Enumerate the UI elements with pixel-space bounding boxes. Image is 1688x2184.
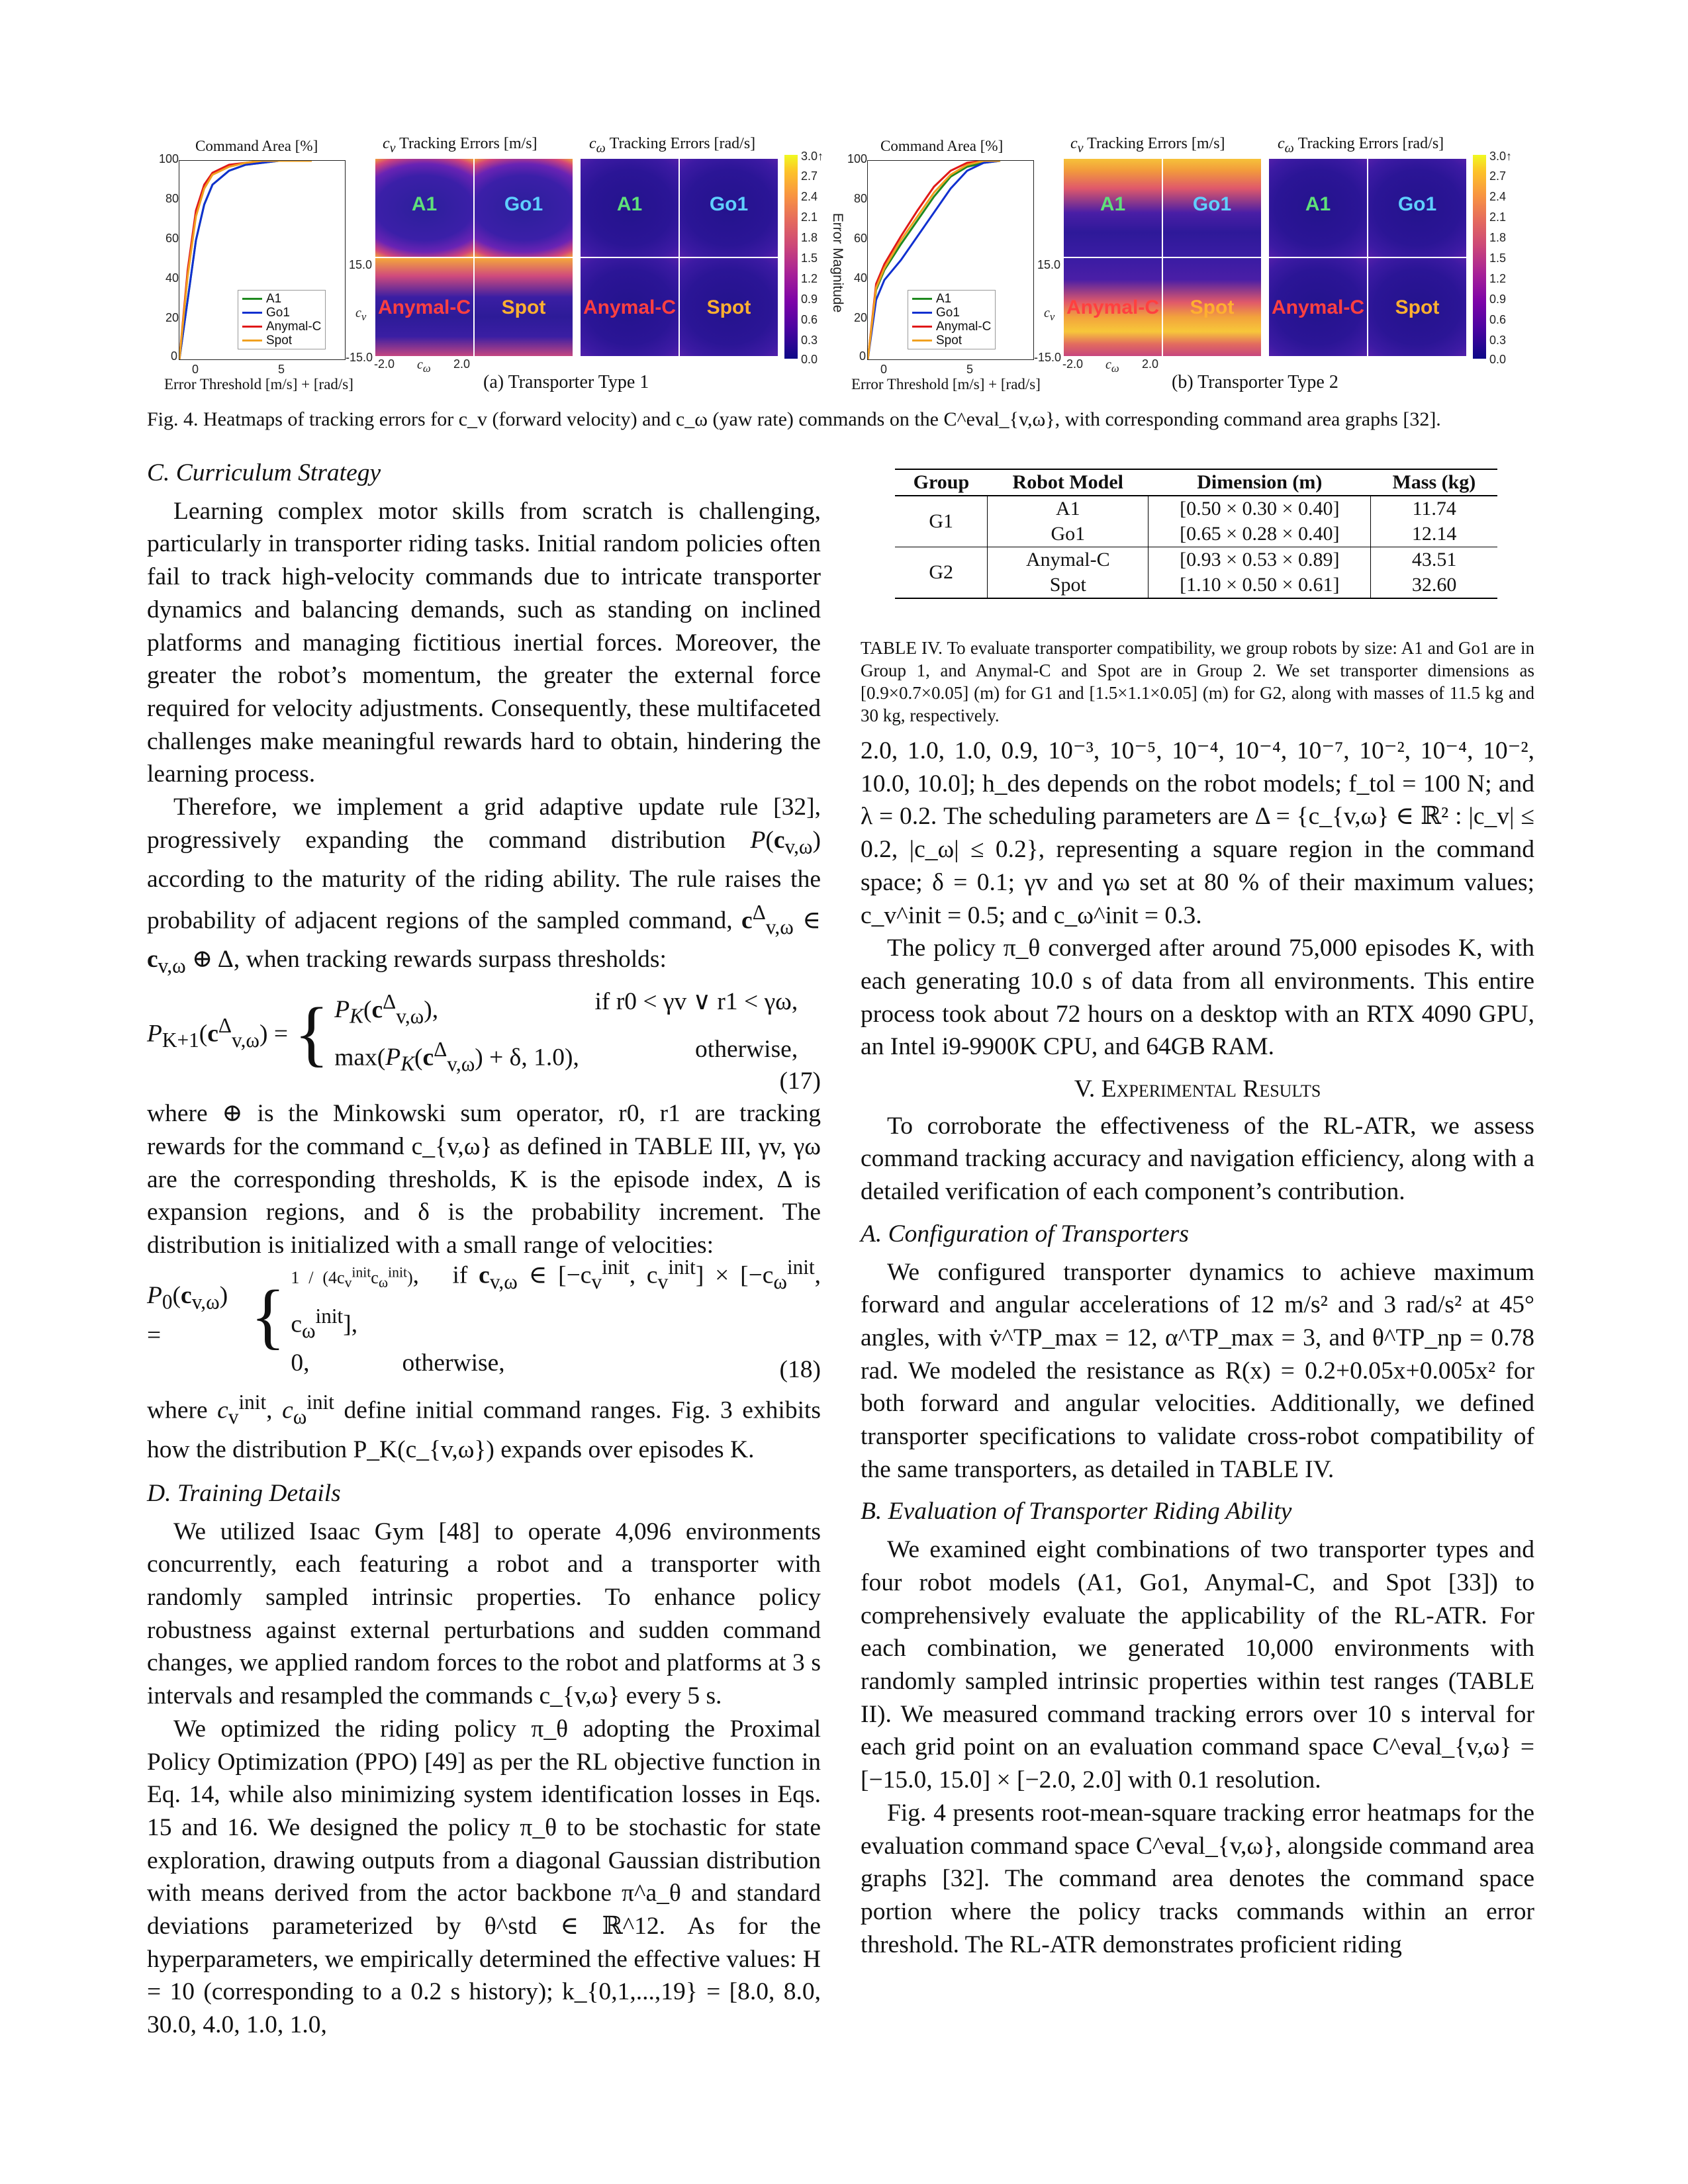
legend-b-spot: Spot [936, 334, 962, 347]
heatmap-cv-a1: A1 [374, 158, 475, 258]
paragraph: The policy π_θ converged after around 75,000 episodes K, with each generating 10.0 s of data from all environments. This entire process took about 72 hours on a desktop with an RTX 4090 GPU, an Intel i9-9900K CPU, and 64GB RAM. [861, 934, 1534, 1061]
figure-4a: Command Area [%] A1 Go1 Anymal-C Spot 100 80 60 40 20 0 0 5 Error Threshold [m/s] + [rad/s] $c_v$ Tracking Errors [m/s] $c_\omega$ Tracking Errors [rad/s] A1 Go1 Anymal-C Spot A1 Go1 Anymal-C Spot 15.0 $c_v$ -15.0 -2.0 $c_\omega$ 2.0 (a) Transporter Type 1 3.0↑ 2.7 2.4 2.1 1.8 1.5 1.2 0.9 0.6 0.3 0.0 Error Magnitude [159, 135, 845, 392]
table-row: Spot [1.10 × 0.50 × 0.61] 32.60 [895, 572, 1497, 598]
equation-17: $P_{K+1}(c^\Delta_{v,\omega})$ = { $P_K(c^\Delta_{v,\omega})$, if r0 < γv ∨ r1 < γω, $\max(P_K(c^\Delta_{v,\omega}) + \delta$, 1.0), otherwise, [147, 987, 798, 1075]
hm-b-y-tick-top: 15.0 [1037, 258, 1061, 271]
table-header: Robot Model [988, 469, 1149, 496]
legend-spot: Spot [266, 334, 293, 347]
x-tick-5: 5 [278, 363, 285, 376]
figure-4 [0, 126, 1688, 443]
legend-anymal: Anymal-C [266, 320, 322, 334]
paragraph: To corroborate the effectiveness of the RL-ATR, we assess command tracking accuracy and navigation efficiency, along with a detailed verification of each component’s contribution. [861, 1112, 1534, 1206]
hm-b-y-label: $c_v$ [1044, 306, 1055, 323]
equation-18-number: (18) [779, 1355, 821, 1383]
figure-caption: Fig. 4. Heatmaps of tracking errors for c_v (forward velocity) and c_ω (yaw rate) commands on the C^eval_{v,ω}, with corresponding command area graphs [32]. [147, 408, 1441, 430]
command-area-plot [179, 160, 346, 360]
heatmap-cw-go1: Go1 [679, 158, 779, 258]
equation-17-number: (17) [779, 1067, 821, 1095]
legend-b-a1: A1 [936, 292, 952, 306]
heatmap-cw-spot: Spot [679, 257, 779, 357]
paragraph: Learning complex motor skills from scratch is challenging, particularly in transporter riding tasks. Initial random policies often fail to track high-velocity commands due to intricate transporter dynamics and balancing demands, such as standing on inclined platforms and managing fictitious inertial forces. Moreover, the greater the robot’s momentum, the greater the external force required for velocity adjustments. Consequently, these multifaceted challenges make meaningful rewards hard to obtain, hindering the learning process. [147, 497, 821, 788]
hm-b-x-tick-right: 2.0 [1142, 357, 1159, 371]
x-axis-label: Error Threshold [m/s] + [rad/s] [164, 376, 353, 392]
paragraph: We optimized the riding policy π_θ adopting the Proximal Policy Optimization (PPO) [49] as per the RL objective function in Eq. 14, while also minimizing system identification losses in Eqs. 15 and 16. We designed the policy π_θ to be stochastic for state exploration, drawing outputs from a diagonal Gaussian distribution with means derived from the actor backbone π^a_θ and standard deviations parameterized by θ^std ∈ ℝ^12. As for the hyperparameters, we empirically determined the effective values: H = 10 (corresponding to a 0.2 s history); k_{0,1,...,19} = [8.0, 8.0, 30.0, 4.0, 1.0, 1.0, [147, 1715, 821, 2039]
hm-x-tick-right: 2.0 [453, 357, 471, 371]
left-column [147, 457, 821, 2042]
legend-b-anymal: Anymal-C [936, 320, 992, 334]
section-b-heading: B. Evaluation of Transporter Riding Ability [861, 1498, 1292, 1525]
command-area-title-b: Command Area [%] [880, 138, 1004, 154]
heatmap-b-cv-go1: Go1 [1162, 158, 1262, 258]
heatmap-b-cw-spot: Spot [1367, 257, 1468, 357]
x-axis-label-b: Error Threshold [m/s] + [rad/s] [851, 376, 1041, 392]
section-v-heading: V. Experimental Results [1074, 1075, 1321, 1103]
table-header: Group [895, 469, 988, 496]
cv-errors-title: $c_v$ Tracking Errors [m/s] [383, 135, 538, 156]
section-d-heading: D. Training Details [147, 1479, 341, 1507]
table-row: G2 Anymal-C [0.93 × 0.53 × 0.89] 43.51 [895, 547, 1497, 573]
cw-errors-title-b: $c_\omega$ Tracking Errors [rad/s] [1278, 135, 1444, 156]
legend-a1: A1 [266, 292, 282, 306]
section-a-heading: A. Configuration of Transporters [861, 1220, 1189, 1248]
subcaption-b: (b) Transporter Type 2 [1172, 372, 1338, 392]
paragraph: 2.0, 1.0, 1.0, 0.9, 10⁻³, 10⁻⁵, 10⁻⁴, 10⁻⁴, 10⁻⁷, 10⁻², 10⁻⁴, 10⁻², 10.0, 10.0]; h_des depends on the robot models; f_tol = 100 N; and λ = 0.2. The scheduling parameters are Δ = {c_{v,ω} ∈ ℝ² : |c_v| ≤ 0.2, |c_ω| ≤ 0.2}, representing a square region in the command space; δ = 0.1; γv and γω set at 80 % of their maximum values; c_v^init = 0.5; and c_ω^init = 0.3. [861, 737, 1534, 929]
command-area-plot-b [867, 160, 1034, 360]
legend-b [908, 290, 996, 349]
legend-go1: Go1 [266, 306, 290, 320]
hm-y-tick-top: 15.0 [349, 258, 373, 271]
heatmap-b-cv-a1: A1 [1062, 158, 1163, 258]
hm-x-tick-left: -2.0 [374, 357, 395, 371]
paragraph: Therefore, we implement a grid adaptive update rule [32], progressively expanding the command distribution $P(c_{v,\omega})$ according to the maturity of the riding ability. The rule raises the probability of adjacent regions of the sampled command, $c^\Delta_{v,\omega}$ ∈ $c_{v,\omega}$ ⊕ Δ, when tracking rewards surpass thresholds: [147, 794, 821, 978]
paragraph: where $c_v^{init}$, $c_\omega^{init}$ define initial command ranges. Fig. 3 exhibits how the distribution P_K(c_{v,ω}) expands over episodes K. [147, 1390, 821, 1464]
heatmap-cv-go1: Go1 [473, 158, 574, 258]
paragraph: where ⊕ is the Minkowski sum operator, r0, r1 are tracking rewards for the command c_{v,ω} as defined in TABLE III, γv, γω are the corresponding thresholds, K is the episode index, Δ is expansion regions, and δ is the probability increment. The distribution is initialized with a small range of velocities: [147, 1100, 821, 1259]
heatmap-cv-spot: Spot [473, 257, 574, 357]
table-row: Go1 [0.65 × 0.28 × 0.40] 12.14 [895, 522, 1497, 547]
equation-18: $P_0(c_{v,\omega})$ = { $1 / (4c_v^{init}c_\omega^{init})$, if $c_{v,\omega}$ ∈ [$-c_v^{init}$, $c_v^{init}] \times [-c_\omega^{init}$, $c_\omega^{init}$], 0, otherwise, [147, 1255, 821, 1377]
colorbar-label: Error Magnitude [830, 212, 845, 313]
paragraph: We configured transporter dynamics to achieve maximum forward and angular accelerations of 12 m/s² and 3 rad/s² at 45° angles, with v̇^TP_max = 12, α^TP_max = 3, and θ^TP_np = 0.78 rad. We modeled the resistance as R(x) = 0.2+0.05x+0.005x² for both forward and angular velocities. Additionally, we defined transporter specifications to validate cross-robot compatibility of the same transporters, as detailed in TABLE IV. [861, 1258, 1534, 1483]
table-iv [895, 469, 1497, 599]
heatmap-b-cw-a1: A1 [1268, 158, 1368, 258]
hm-b-x-label: $c_\omega$ [1105, 357, 1119, 375]
legend [238, 290, 326, 349]
table-header: Mass (kg) [1371, 469, 1497, 496]
heatmap-b-cw-anymal: Anymal-C [1268, 257, 1368, 357]
x-tick-0: 0 [192, 363, 199, 376]
figure-4b: Command Area [%] A1 Go1 Anymal-C Spot 100 80 60 40 20 0 0 5 Error Threshold [m/s] + [rad/s] $c_v$ Tracking Errors [m/s] $c_\omega$ Tracking Errors [rad/s] A1 Go1 Anymal-C Spot A1 Go1 Anymal-C Spot 15.0 $c_v$ -15.0 -2.0 $c_\omega$ 2.0 (b) Transporter Type 2 3.0↑ 2.7 2.4 2.1 1.8 1.5 1.2 0.9 0.6 0.3 0.0 [847, 135, 1513, 392]
hm-y-label: $c_v$ [355, 306, 367, 323]
legend-b-go1: Go1 [936, 306, 960, 320]
paragraph: Fig. 4 presents root-mean-square tracking error heatmaps for the evaluation command space C^eval_{v,ω}, alongside command area graphs [32]. The command area denotes the command space portion where the policy tracks commands within an error threshold. The RL-ATR demonstrates proficient riding [861, 1799, 1534, 1958]
x-tick-0-b: 0 [880, 363, 888, 376]
paragraph: We examined eight combinations of two transporter types and four robot models (A1, Go1, Anymal-C, and Spot [33]) to comprehensively evaluate the applicability of the RL-ATR. For each combination, we generated 10,000 environments with randomly sampled intrinsic properties within test ranges (TABLE II). We measured command tracking errors over 10 s interval for each grid point on an evaluation command space C^eval_{v,ω} = [−15.0, 15.0] × [−2.0, 2.0] with 0.1 resolution. [861, 1536, 1534, 1794]
table-caption: TABLE IV. To evaluate transporter compatibility, we group robots by size: A1 and Go1 are in Group 1, and Anymal-C and Spot are in Group 2. We set transporter dimensions as [0.9×0.7×0.05] (m) for G1 and [1.5×1.1×0.05] (m) for G2, along with masses of 11.5 kg and 30 kg, respectively. [861, 638, 1534, 725]
x-tick-5-b: 5 [966, 363, 974, 376]
command-area-title: Command Area [%] [195, 138, 318, 154]
hm-y-tick-bot: -15.0 [346, 351, 373, 364]
hm-x-label: $c_\omega$ [417, 357, 431, 375]
hm-b-x-tick-left: -2.0 [1062, 357, 1084, 371]
heatmap-b-cv-spot: Spot [1162, 257, 1262, 357]
heatmap-cw-anymal: Anymal-C [579, 257, 680, 357]
heatmap-cw-a1: A1 [579, 158, 680, 258]
heatmap-b-cv-anymal: Anymal-C [1062, 257, 1163, 357]
paragraph: We utilized Isaac Gym [48] to operate 4,096 environments concurrently, each featuring a robot and a transporter with randomly sampled intrinsic properties. To enhance policy robustness against external perturbations and sudden command changes, we applied random forces to the robot and platforms at 3 s intervals and resampled the commands c_{v,ω} every 5 s. [147, 1518, 821, 1710]
right-column [861, 735, 1534, 1961]
table-header: Dimension (m) [1149, 469, 1371, 496]
hm-b-y-tick-bot: -15.0 [1034, 351, 1062, 364]
cv-errors-title-b: $c_v$ Tracking Errors [m/s] [1070, 135, 1225, 156]
heatmap-cv-anymal: Anymal-C [374, 257, 475, 357]
subcaption-a: (a) Transporter Type 1 [483, 372, 649, 392]
colorbar-b [1473, 155, 1486, 359]
heatmap-b-cw-go1: Go1 [1367, 158, 1468, 258]
section-c-heading: C. Curriculum Strategy [147, 459, 381, 486]
table-row: G1 A1 [0.50 × 0.30 × 0.40] 11.74 [895, 496, 1497, 522]
cw-errors-title: $c_\omega$ Tracking Errors [rad/s] [589, 135, 756, 156]
